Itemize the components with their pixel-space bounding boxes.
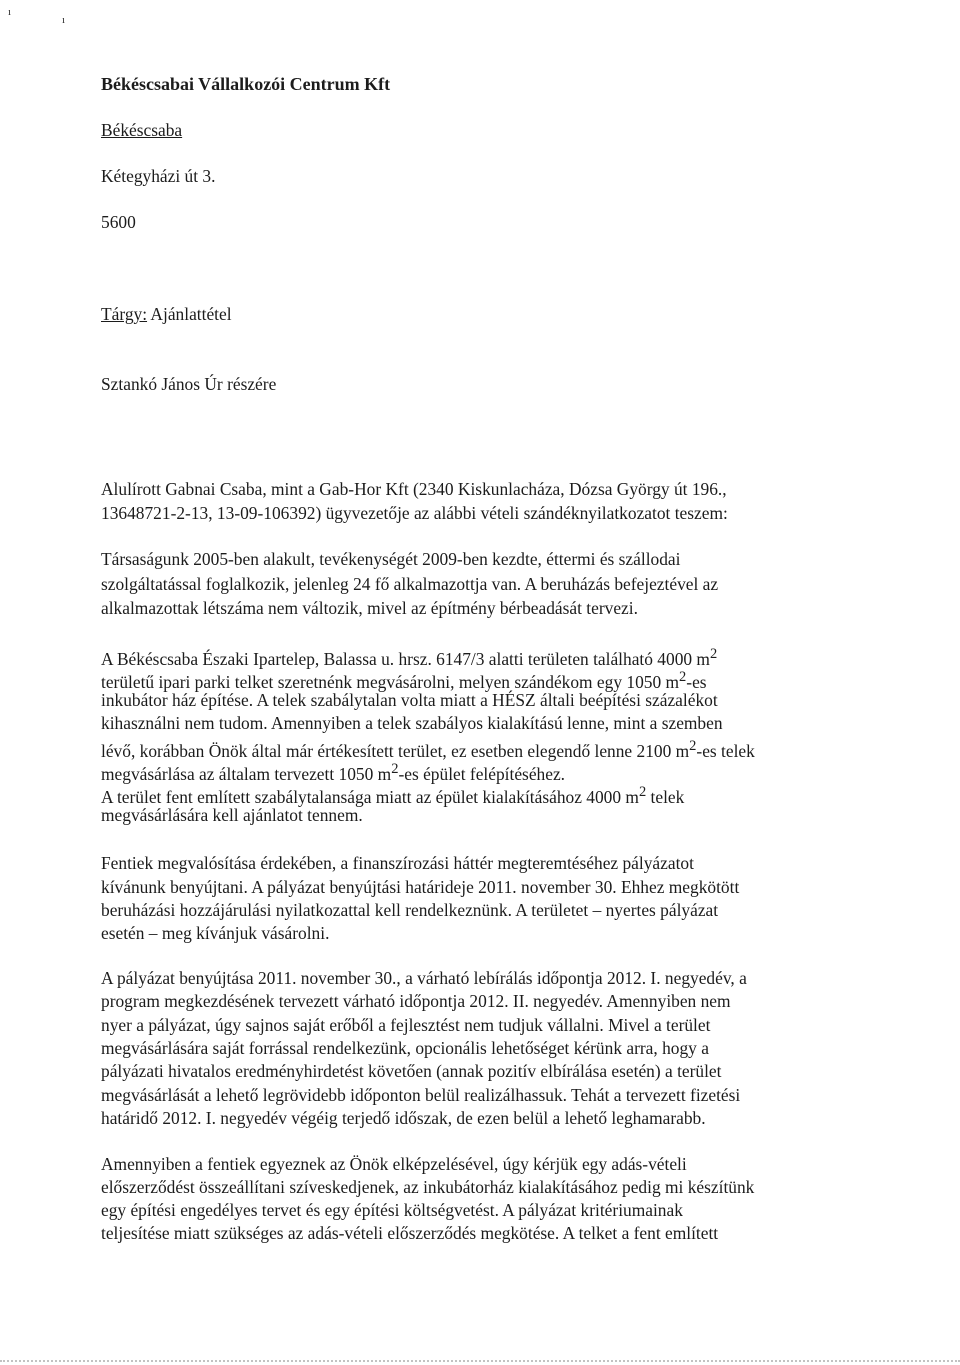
text-line: határidő 2012. I. negyedév végéig terjedő időszak, de ezen belül a lehető leghamarabb. [101,1108,706,1128]
scan-mark: ı [62,14,66,26]
text-line: Fentiek megvalósítása érdekében, a finanszírozási háttér megteremtéséhez pályázatot [101,853,694,873]
text-line: szolgáltatással foglalkozik, jelenleg 24 fő alkalmazottja van. A beruházás befejeztével az [101,574,719,594]
subject-text: Ajánlattétel [147,304,232,324]
text-line: Alulírott Gabnai Csaba, mint a Gab-Hor Kft (2340 Kiskunlacháza, Dózsa György út 196., [101,479,727,499]
text-line: esetén – meg kívánjuk vásárolni. [101,923,330,943]
text-line: megvásárlására saját forrással rendelkezünk, opcionális lehetőséget kérünk arra, hogy a [101,1038,709,1058]
subject-line [101,303,232,325]
text-line: program megkezdésének tervezett várható időpontja 2012. II. negyedév. Amennyiben nem [101,991,731,1011]
text-line: megvásárlása az általam tervezett 1050 $m^2-es$ épület felépítéséhez. [101,761,566,784]
text-line: kihasználni nem tudom. Amennyiben a telek szabályos kialakítású lenne, mint a szemben [101,713,723,733]
text-line: teljesítése miatt szükséges az adás-vételi előszerződés megkötése. A telket a fent említett [101,1223,719,1243]
text-line: megvásárlását a lehető legrövidebb időponton belül realizálhassuk. Tehát a tervezett fizetési [101,1085,741,1105]
text-line: A pályázat benyújtása 2011. november 30., a várható lebírálás időpontja 2012. I. negyedév, a [101,968,747,988]
recipient-zip: 5600 [101,212,136,232]
company-name: Békéscsabai Vállalkozói Centrum Kft [101,74,391,94]
text-line: 13648721-2-13, 13-09-106392) ügyvezetője az alábbi vételi szándéknyilatkozatot teszem: [101,503,728,523]
scan-mark: ı [8,6,12,18]
text-line: egy építési engedélyes tervet és egy építési költségvetést. A pályázat kritériumainak [101,1200,683,1220]
recipient-city: Békéscsaba [101,120,183,140]
text-line: alkalmazottak létszáma nem változik, mivel az építmény bérbeadását tervezi. [101,598,638,618]
text-line: inkubátor ház építése. A telek szabálytalan volta miatt a HÉSZ általi beépítési százalékot [101,690,718,710]
text-line: beruházási hozzájárulási nyilatkozattal kell rendelkeznünk. A területet – nyertes pályázat [101,900,719,920]
recipient-street: Kétegyházi út 3. [101,166,216,186]
text-line: Társaságunk 2005-ben alakult, tevékenységét 2009-ben kezdte, éttermi és szállodai [101,549,681,569]
text-line: megvásárlására kell ajánlatot tennem. [101,805,363,825]
text-line: Amennyiben a fentiek egyeznek az Önök elképzelésével, úgy kérjük egy adás-vételi [101,1154,687,1174]
addressee: Sztankó János Úr részére [101,374,277,394]
text-line: előszerződést összeállítani szíveskedjenek, az inkubátorház kialakításához pedig mi készítünk [101,1177,755,1197]
text-line: A Békéscsaba Északi Ipartelep, Balassa u. hrsz. 6147/3 alatti területen található 4000 $m^2$ [101,646,718,669]
text-line: nyer a pályázat, úgy sajnos saját erőből a fejlesztést nem tudjuk vállalni. Mivel a terület [101,1015,711,1035]
text-line: pályázati hivatalos eredményhirdetést követően (annak pozitív elbírálása esetén) a terület [101,1061,722,1081]
text-line: A terület fent említett szabálytalansága miatt az épület kialakításához 4000 $m^2$ telek [101,784,685,807]
text-line: kívánunk benyújtani. A pályázat benyújtási határideje 2011. november 30. Ehhez megkötött [101,877,740,897]
text-line: lévő, korábban Önök által már értékesített terület, ez esetben elegendő lenne 2100 $m^2-es$ telek [101,738,755,761]
subject-label: Tárgy: [101,304,148,324]
text-line: területű ipari parki telket szeretnénk megvásárolni, melyen szándékom egy 1050 $m^2-es$ [101,669,707,692]
scan-artifact-rule [0,1360,960,1362]
